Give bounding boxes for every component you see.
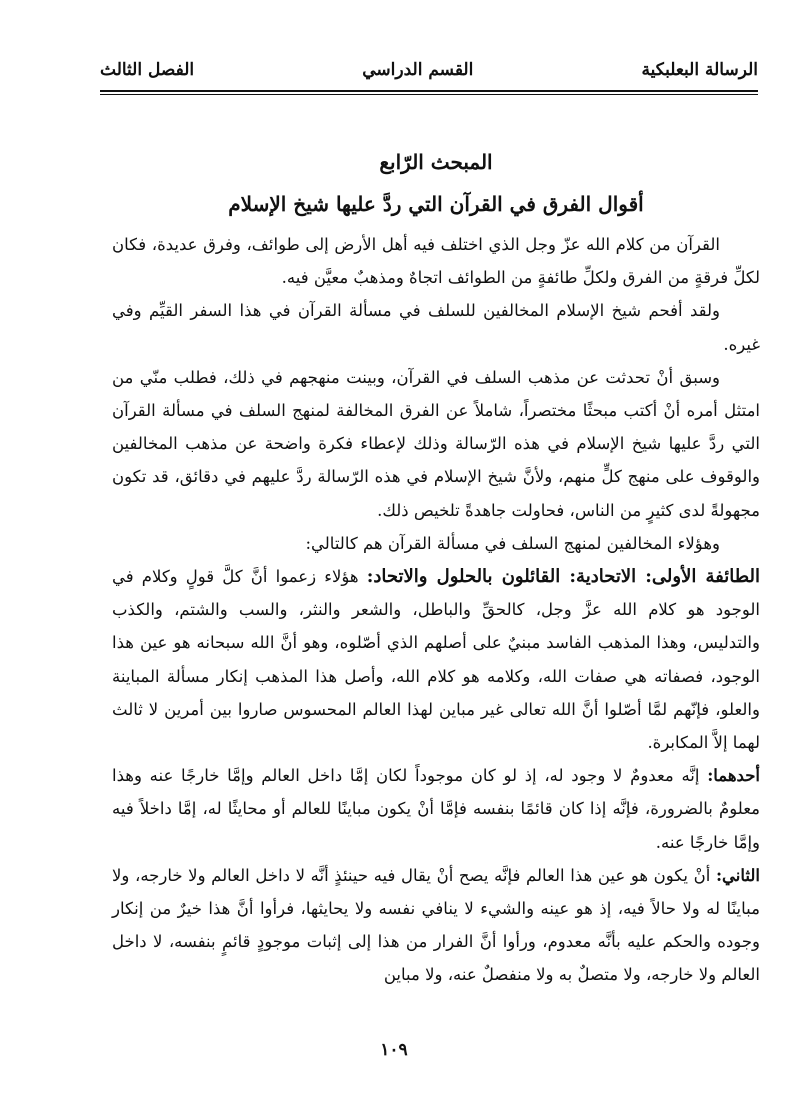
body-text [112, 140, 760, 992]
header-chapter: الفصل الثالث [100, 60, 195, 80]
section-heading: أقوال الفرق في القرآن التي ردَّ عليها شيخ الإسلام [228, 192, 644, 216]
header-rule-thin [100, 94, 758, 95]
header-section: القسم الدراسي [362, 60, 474, 80]
paragraph-7-text: أنْ يكون هو عين هذا العالم فإنَّه يصح أنْ يقال فيه حينئذٍ أنَّه لا داخل العالم ولا خارجه، ولا مباينًا له ولا حالاً فيه، إذ هو عينه والشيء لا ينافي نفسه ولا يحايثها، فرأوا أنَّ هذا خيرٌ من إنكار وجوده والحكم عليه بأنَّه معدوم، ورأوا أنَّ الفرار من هذا إلى إثبات موجودٍ قائمٍ بنفسه، لا داخل العالم ولا خارجه، ولا متصلٌ به ولا منفصلٌ عنه، ولا مباين [112, 865, 760, 985]
paragraph-5 [112, 560, 760, 759]
page-number: ١٠٩ [380, 1040, 408, 1060]
paragraph-5-text: هؤلاء زعموا أنَّ كلَّ قولٍ وكلام في الوجود هو كلام الله عزَّ وجل، كالحقِّ والباطل، والشعر والنثر، والسب والشتم، والكذب والتدليس، وهذا المذهب الفاسد مبنيٌ على أصلهم الذي أصّلوه، وهو أنَّ الله سبحانه هو عين هذا الوجود، فصفاته هي صفات الله، وكلامه هو كلام الله، وأصل هذا المذهب إنكار مسألة المباينة والعلو، فإنّهم لمَّا أصّلوا أنَّ الله تعالى غير مباين لهذا العالم المحسوس صاروا بين أمرين لا ثالث لهما إلاَّ المكابرة. [112, 567, 760, 753]
first-sect-heading: الطائفة الأولى: الاتحادية: القائلون بالحلول والاتحاد: [366, 566, 761, 588]
second-option-label: الثاني: [715, 865, 760, 885]
chapter-heading: المبحث الرّابع [379, 150, 493, 174]
paragraph-6-text: إنَّه معدومٌ لا وجود له، إذ لو كان موجوداً لكان إمَّا داخل العالم وإمَّا خارجًا عنه وهذا معلومٌ بالضرورة، فإنَّه إذا كان قائمًا بنفسه فإمَّا أنْ يكون مباينًا للعالم أو محايثًا له، إمَّا داخلاً فيه وإمَّا خارجًا عنه. [112, 766, 760, 852]
paragraph-1: القرآن من كلام الله عزّ وجل الذي اختلف فيه أهل الأرض إلى طوائف، وفرق عديدة، فكان لكلِّ فرقةٍ من الفرق ولكلِّ طائفةٍ من الطوائف اتجاهٌ ومذهبٌ معيَّن فيه. [112, 235, 760, 288]
running-header [100, 52, 758, 88]
paragraph-7 [112, 859, 760, 992]
header-book-title: الرسالة البعلبكية [641, 60, 758, 80]
paragraph-2: ولقد أفحم شيخ الإسلام المخالفين للسلف في مسألة القرآن في هذا السفر القيِّم وفي غيره. [112, 301, 760, 354]
paragraph-3: وسبق أنْ تحدثت عن مذهب السلف في القرآن، وبينت منهجهم في ذلك، فطلب منّي من امتثل أمره أنْ أكتب مبحثًا مختصراً، شاملاً عن الفرق المخالفة لمنهج السلف في مسألة القرآن التي ردَّ عليها شيخ الإسلام في هذه الرّسالة وذلك لإعطاء فكرة واضحة عن مذهب المخالفين والوقوف على منهج كلٍّ منهم، ولأنَّ شيخ الإسلام في هذه الرّسالة ردَّ عليهم في دقائق، قد تكون مجهولةً لدى كثيرٍ من الناس، فحاولت جاهدةً تلخيص ذلك. [112, 367, 760, 520]
paragraph-4: وهؤلاء المخالفين لمنهج السلف في مسألة القرآن هم كالتالي: [305, 533, 720, 553]
header-rule-thick [100, 90, 758, 92]
paragraph-6 [112, 759, 760, 859]
first-option-label: أحدهما: [707, 766, 760, 786]
